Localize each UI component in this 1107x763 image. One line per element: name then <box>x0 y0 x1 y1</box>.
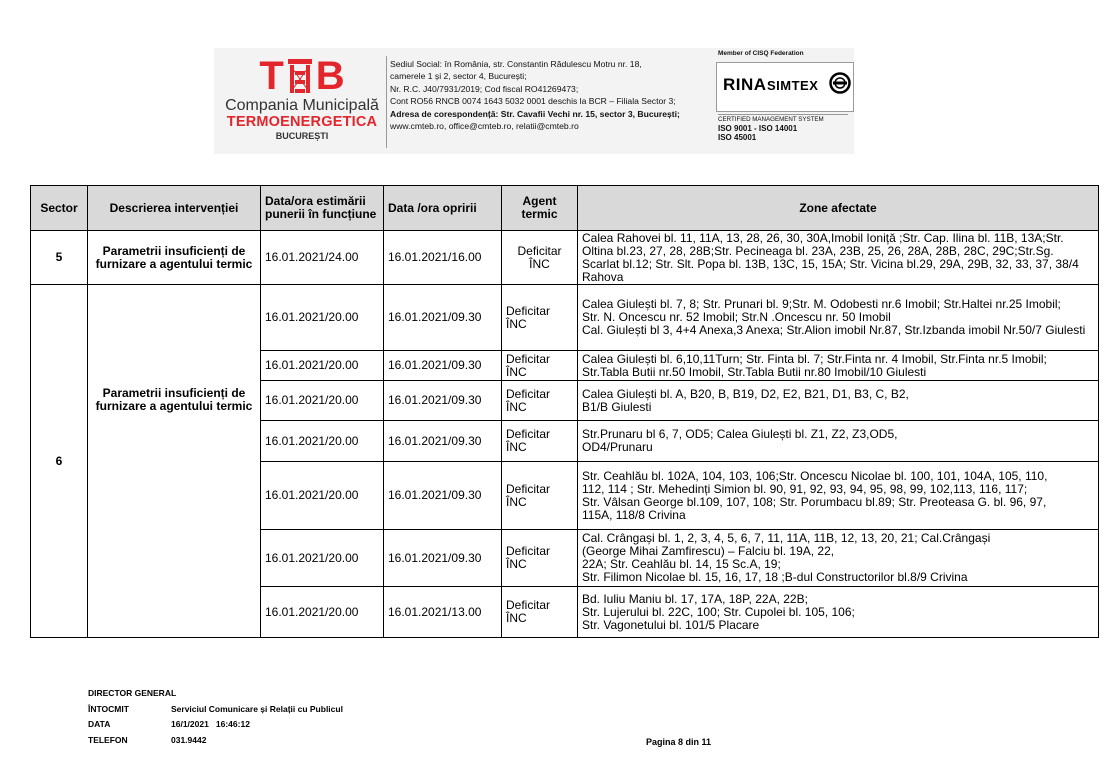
estimate-cell: 16.01.2021/24.00 <box>261 231 384 285</box>
stop-cell: 16.01.2021/09.30 <box>384 462 502 530</box>
estimate-cell: 16.01.2021/20.00 <box>261 421 384 462</box>
address-line: www.cmteb.ro, office@cmteb.ro, relatii@cmteb.ro <box>390 121 579 132</box>
iso-line: ISO 45001 <box>718 133 757 142</box>
page-number: Pagina 8 din 11 <box>646 737 712 747</box>
address-line: Nr. R.C. J40/7931/2019; Cod fiscal RO41269473; <box>390 83 579 94</box>
agent-cell: Deficitar ÎNC <box>502 285 578 351</box>
tower-icon <box>287 59 313 93</box>
cert-iso-list <box>718 124 797 142</box>
footer-label: DATA <box>88 719 111 729</box>
logo-company-name: TERMOENERGETICA <box>226 114 378 130</box>
footer-value: 031.9442 <box>171 734 207 745</box>
footer-label: TELEFON <box>88 734 128 745</box>
zones-cell: Bd. Iuliu Maniu bl. 17, 17A, 18P, 22A, 22B; Str. Lujerului bl. 22C, 100; Str. Cupolei bl. 105, 106; Str. Vagonetului bl. 101/5 Placare <box>578 587 1099 638</box>
footer-row <box>88 702 343 718</box>
header-agent: Agent termic <box>502 186 578 231</box>
header-divider <box>386 56 387 148</box>
address-line: camerele 1 și 2, sector 4, București; <box>390 71 527 82</box>
description-cell: Parametrii insuficienți de furnizare a agentului termic <box>88 285 261 638</box>
iqnet-circle-icon <box>829 72 851 94</box>
estimate-cell: 16.01.2021/20.00 <box>261 587 384 638</box>
agent-cell: Deficitar ÎNC <box>502 462 578 530</box>
footer-value: Serviciul Comunicare și Relații cu Publicul <box>171 703 343 714</box>
stop-cell: 16.01.2021/09.30 <box>384 285 502 351</box>
document-footer <box>88 686 343 748</box>
zones-cell: Calea Rahovei bl. 11, 11A, 13, 28, 26, 30, 30A,Imobil Ioniță ;Str. Cap. Ilina bl. 11B, 13A;Str. Oltina bl.23, 27, 28, 28B;Str. Pecineaga bl. 23A, 23B, 25, 26, 28A, 28B, 28C, 29C;Str.Sg. Scarlat bl.12; Str. Slt. Popa bl. 13B, 13C, 15, 15A; Str. Vicina bl.29, 29A, 29B, 32, 33, 37, 38/4 Rahova <box>578 231 1099 285</box>
header-sector: Sector <box>31 186 88 231</box>
address-line: Adresa de corespondență: Str. Cavafii Vechi nr. 15, sector 3, București; <box>390 108 680 119</box>
cert-logo-box <box>716 62 854 112</box>
agent-cell: Deficitar ÎNC <box>502 530 578 587</box>
interventions-table <box>30 185 1099 638</box>
estimate-cell: 16.01.2021/20.00 <box>261 462 384 530</box>
address-line: Cont RO56 RNCB 0074 1643 5032 0001 deschis la BCR – Filiala Sector 3; <box>390 96 676 107</box>
estimate-cell: 16.01.2021/20.00 <box>261 381 384 421</box>
agent-cell: Deficitar ÎNC <box>502 231 578 285</box>
cert-member-text: Member of CISQ Federation <box>718 50 804 57</box>
company-address <box>390 58 720 132</box>
stop-cell: 16.01.2021/09.30 <box>384 530 502 587</box>
stop-cell: 16.01.2021/09.30 <box>384 421 502 462</box>
sector-cell: 6 <box>31 285 88 638</box>
agent-cell: Deficitar ÎNC <box>502 381 578 421</box>
rina-logo: RINA <box>723 75 767 94</box>
logo-city: BUCUREȘTI <box>275 131 329 141</box>
footer-label: ÎNTOCMIT <box>88 703 129 714</box>
footer-row <box>88 733 343 749</box>
zones-cell: Str. Ceahlău bl. 102A, 104, 103, 106;Str. Oncescu Nicolae bl. 100, 101, 104A, 105, 110, 112, 114 ; Str. Mehedinți Simion bl. 90, 91, 92, 93, 94, 95, 98, 99, 102,113, 116, 117; Str. Vâlsan George bl.109, 107, 108; Str. Porumbacu bl.89; Str. Preoteasa G. bl. 96, 97, 115A, 118/8 Crivina <box>578 462 1099 530</box>
zones-cell: Cal. Crângași bl. 1, 2, 3, 4, 5, 6, 7, 11, 11A, 11B, 12, 13, 20, 21; Cal.Crângași (George Mihai Zamfirescu) – Falciu bl. 19A, 22, 22A; Str. Ceahlău bl. 14, 15 Sc.A, 19; Str. Filimon Nicolae bl. 15, 16, 17, 18 ;B-dul Constructorilor bl.8/9 Crivina <box>578 530 1099 587</box>
cert-system-text: CERTIFIED MANAGEMENT SYSTEM <box>718 114 848 123</box>
company-logo <box>224 54 380 152</box>
table-row <box>31 231 1099 285</box>
agent-cell: Deficitar ÎNC <box>502 421 578 462</box>
stop-cell: 16.01.2021/13.00 <box>384 587 502 638</box>
stop-cell: 16.01.2021/09.30 <box>384 381 502 421</box>
header-estimate: Data/ora estimării punerii în funcțiune <box>261 186 384 231</box>
certification-block <box>714 50 854 150</box>
sector-cell: 5 <box>31 231 88 285</box>
footer-director: DIRECTOR GENERAL <box>88 688 177 698</box>
agent-cell: Deficitar ÎNC <box>502 351 578 381</box>
footer-value: 16/1/2021 16:46:12 <box>171 719 250 729</box>
footer-row <box>88 717 343 733</box>
teb-logo-mark <box>224 54 380 98</box>
table-row <box>31 285 1099 351</box>
header-zones: Zone afectate <box>578 186 1099 231</box>
logo-letter-t: T <box>259 54 284 98</box>
agent-cell: Deficitar ÎNC <box>502 587 578 638</box>
zones-cell: Calea Giulești bl. 6,10,11Turn; Str. Finta bl. 7; Str.Finta nr. 4 Imobil, Str.Finta nr.5 Imobil; Str.Tabla Butii nr.50 Imobil, Str.Tabla Butii nr.80 Imobil/10 Giulesti <box>578 351 1099 381</box>
logo-company-line: Compania Municipală <box>225 97 379 114</box>
header-description: Descrierea intervenției <box>88 186 261 231</box>
logo-letter-b: B <box>315 54 345 98</box>
stop-cell: 16.01.2021/09.30 <box>384 351 502 381</box>
zones-cell: Str.Prunaru bl 6, 7, OD5; Calea Giulești bl. Z1, Z2, Z3,OD5, OD4/Prunaru <box>578 421 1099 462</box>
stop-cell: 16.01.2021/16.00 <box>384 231 502 285</box>
estimate-cell: 16.01.2021/20.00 <box>261 285 384 351</box>
header-stop: Data /ora opririi <box>384 186 502 231</box>
estimate-cell: 16.01.2021/20.00 <box>261 351 384 381</box>
zones-cell: Calea Giulești bl. 7, 8; Str. Prunari bl. 9;Str. M. Odobesti nr.6 Imobil; Str.Haltei nr.25 Imobil; Str. N. Oncescu nr. 52 Imobil; Str.N .Oncescu nr. 50 Imobil Cal. Giulești bl 3, 4+4 Anexa,3 Anexa; Str.Alion imobil Nr.87, Str.Izbanda imobil Nr.50/7 Giulesti <box>578 285 1099 351</box>
table-header-row <box>31 186 1099 231</box>
address-line: Sediul Social: în România, str. Constantin Rădulescu Motru nr. 18, <box>390 59 642 69</box>
letterhead <box>214 48 854 154</box>
estimate-cell: 16.01.2021/20.00 <box>261 530 384 587</box>
description-cell: Parametrii insuficienți de furnizare a agentului termic <box>88 231 261 285</box>
simtex-logo: SIMTEX <box>767 78 819 93</box>
iso-line: ISO 9001 - ISO 14001 <box>718 124 798 133</box>
footer-row <box>88 686 343 702</box>
zones-cell: Calea Giulești bl. A, B20, B, B19, D2, E2, B21, D1, B3, C, B2, B1/B Giulesti <box>578 381 1099 421</box>
